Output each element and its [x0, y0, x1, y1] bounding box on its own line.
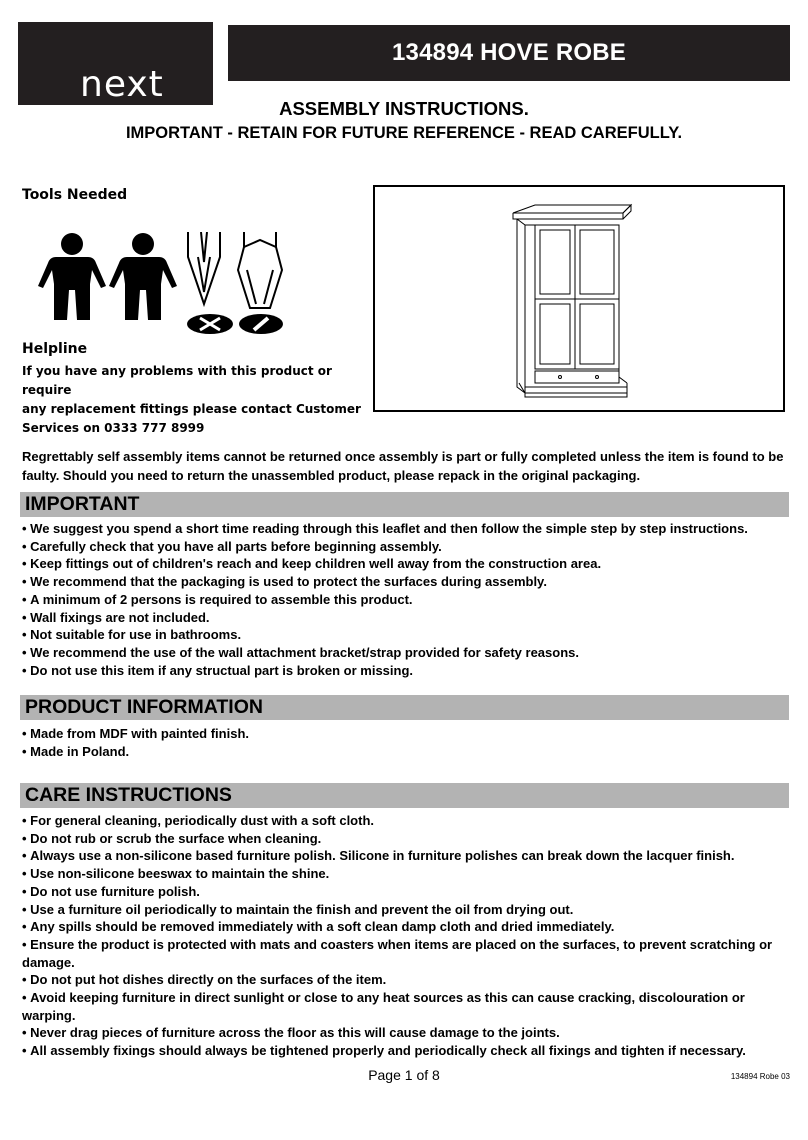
helpline-line: any replacement fittings please contact Customer — [22, 402, 361, 416]
helpline-line: If you have any problems with this product or require — [22, 364, 332, 397]
phillips-screwdriver-icon — [238, 232, 282, 308]
returns-notice: Regrettably self assembly items cannot be returned once assembly is part or fully completed unless the item is found to be faulty. Should you need to return the unassembled product, please repack in the original packaging. — [22, 449, 784, 483]
slot-tip-icon — [239, 314, 283, 334]
care-section-header: CARE INSTRUCTIONS — [20, 783, 789, 808]
list-item: • Ensure the product is protected with mats and coasters when items are placed on the surfaces, to prevent scratching or damage. — [22, 936, 792, 971]
list-item: • Use non-silicone beeswax to maintain the shine. — [22, 865, 792, 883]
page-heading: ASSEMBLY INSTRUCTIONS. — [279, 98, 529, 119]
important-list — [22, 520, 792, 679]
list-item: • We recommend the use of the wall attachment bracket/strap provided for safety reasons. — [22, 644, 792, 662]
list-item: • Keep fittings out of children's reach and keep children well away from the construction area. — [22, 555, 792, 573]
list-item: • Do not use this item if any structual part is broken or missing. — [22, 662, 792, 680]
care-list — [22, 812, 792, 1060]
wardrobe-icon — [375, 187, 783, 410]
list-item: • A minimum of 2 persons is required to assemble this product. — [22, 591, 792, 609]
list-item: • All assembly fixings should always be tightened properly and periodically check all fixings and tighten if necessary. — [22, 1042, 792, 1060]
helpline-text — [22, 362, 372, 438]
list-item: • Carefully check that you have all parts before beginning assembly. — [22, 538, 792, 556]
tools-needed-label: Tools Needed — [22, 187, 128, 203]
document-code: 134894 Robe 03 — [730, 1072, 790, 1081]
brand-logo — [18, 22, 213, 105]
logo-text: next — [80, 64, 164, 105]
product-title: 134894 HOVE ROBE — [228, 25, 790, 81]
tools-illustration — [36, 232, 286, 342]
page-number: Page 1 of 8 — [368, 1067, 440, 1083]
list-item: • Never drag pieces of furniture across the floor as this will cause damage to the joints. — [22, 1024, 792, 1042]
page-subheading: IMPORTANT - RETAIN FOR FUTURE REFERENCE - READ CAREFULLY. — [125, 124, 683, 142]
list-item: • Any spills should be removed immediately with a soft clean damp cloth and dried immediately. — [22, 918, 792, 936]
list-item: • Do not put hot dishes directly on the surfaces of the item. — [22, 971, 792, 989]
list-item: • Use a furniture oil periodically to maintain the finish and prevent the oil from drying out. — [22, 901, 792, 919]
product-info-section-header: PRODUCT INFORMATION — [20, 695, 789, 720]
important-section-header: IMPORTANT — [20, 492, 789, 517]
flat-tip-icon — [187, 314, 233, 334]
list-item: • We recommend that the packaging is used to protect the surfaces during assembly. — [22, 573, 792, 591]
person-icon — [38, 233, 106, 320]
next-logo-icon — [18, 22, 213, 105]
flathead-screwdriver-icon — [188, 232, 220, 304]
list-item: • Not suitable for use in bathrooms. — [22, 626, 792, 644]
helpline-title: Helpline — [22, 341, 88, 357]
product-info-list — [22, 725, 792, 760]
list-item: • For general cleaning, periodically dust with a soft cloth. — [22, 812, 792, 830]
list-item: • Avoid keeping furniture in direct sunlight or close to any heat sources as this can cause cracking, discolouration or warping. — [22, 989, 792, 1024]
product-illustration-frame — [373, 185, 785, 412]
list-item: • Do not rub or scrub the surface when cleaning. — [22, 830, 792, 848]
list-item: • We suggest you spend a short time reading through this leaflet and then follow the simple step by step instructions. — [22, 520, 792, 538]
helpline-line: Services on 0333 777 8999 — [22, 421, 205, 435]
list-item: • Do not use furniture polish. — [22, 883, 792, 901]
list-item: • Wall fixings are not included. — [22, 609, 792, 627]
list-item: • Made in Poland. — [22, 743, 792, 761]
list-item: • Made from MDF with painted finish. — [22, 725, 792, 743]
list-item: • Always use a non-silicone based furniture polish. Silicone in furniture polishes can break down the lacquer finish. — [22, 847, 792, 865]
person-icon — [109, 233, 177, 320]
